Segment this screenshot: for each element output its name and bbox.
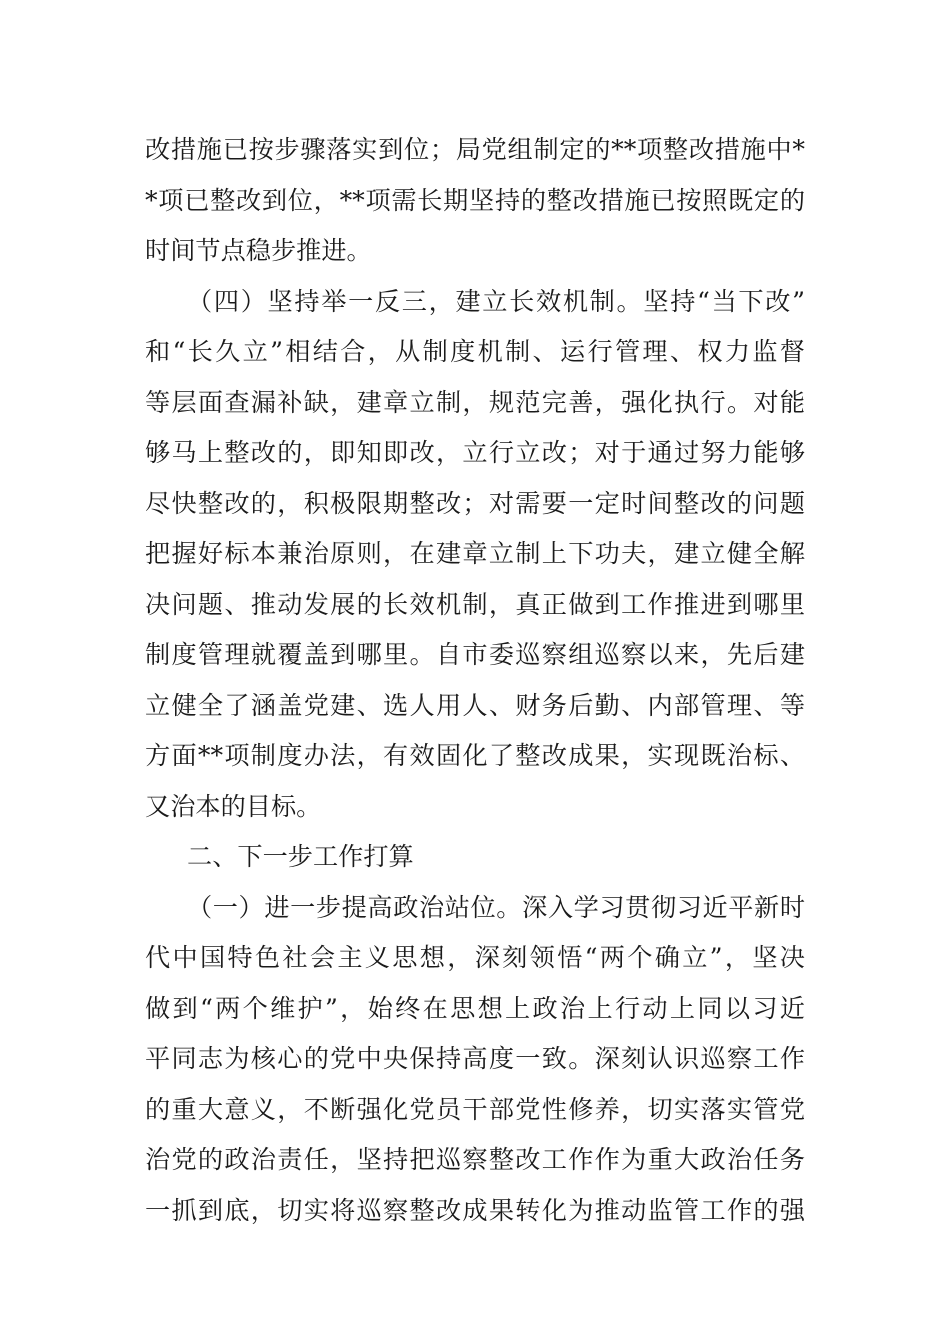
text-line: 治党的政治责任，坚持把巡察整改工作作为重大政治任务 — [145, 1145, 805, 1174]
text-line: *项已整改到位，**项需长期坚持的整改措施已按照既定的 — [145, 185, 805, 215]
text-line: 方面**项制度办法，有效固化了整改成果，实现既治标、 — [145, 741, 805, 770]
document-body — [145, 125, 805, 1236]
text-line: 尽快整改的，积极限期整改；对需要一定时间整改的问题 — [145, 488, 805, 518]
text-line: 又治本的目标。 — [145, 791, 322, 821]
text-line: 时间节点稳步推进。 — [145, 236, 372, 265]
text-line: 够马上整改的，即知即改，立行立改；对于通过努力能够 — [145, 438, 805, 467]
text-line: 把握好标本兼治原则，在建章立制上下功夫，建立健全解 — [145, 539, 805, 568]
text-line: 的重大意义，不断强化党员干部党性修养，切实落实管党 — [145, 1094, 805, 1124]
text-line: 代中国特色社会主义思想，深刻领悟“两个确立”，坚决 — [145, 943, 805, 972]
text-line: 二、下一步工作打算 — [187, 842, 414, 871]
text-line: 制度管理就覆盖到哪里。自市委巡察组巡察以来，先后建 — [145, 640, 805, 669]
text-line: 决问题、推动发展的长效机制，真正做到工作推进到哪里 — [145, 589, 805, 619]
text-line: 一抓到底，切实将巡察整改成果转化为推动监管工作的强 — [145, 1195, 805, 1225]
text-line: 做到“两个维护”，始终在思想上政治上行动上同以习近 — [145, 993, 805, 1023]
text-line: 立健全了涵盖党建、选人用人、财务后勤、内部管理、等 — [145, 690, 805, 720]
text-line: （一）进一步提高政治站位。深入学习贯彻习近平新时 — [187, 892, 805, 922]
text-line: 和“长久立”相结合，从制度机制、运行管理、权力监督 — [145, 337, 805, 366]
text-line: （四）坚持举一反三，建立长效机制。坚持“当下改” — [187, 286, 805, 316]
text-line: 等层面查漏补缺，建章立制，规范完善，强化执行。对能 — [145, 387, 805, 417]
text-line: 平同志为核心的党中央保持高度一致。深刻认识巡察工作 — [145, 1044, 805, 1073]
text-line: 改措施已按步骤落实到位；局党组制定的**项整改措施中* — [145, 135, 805, 164]
